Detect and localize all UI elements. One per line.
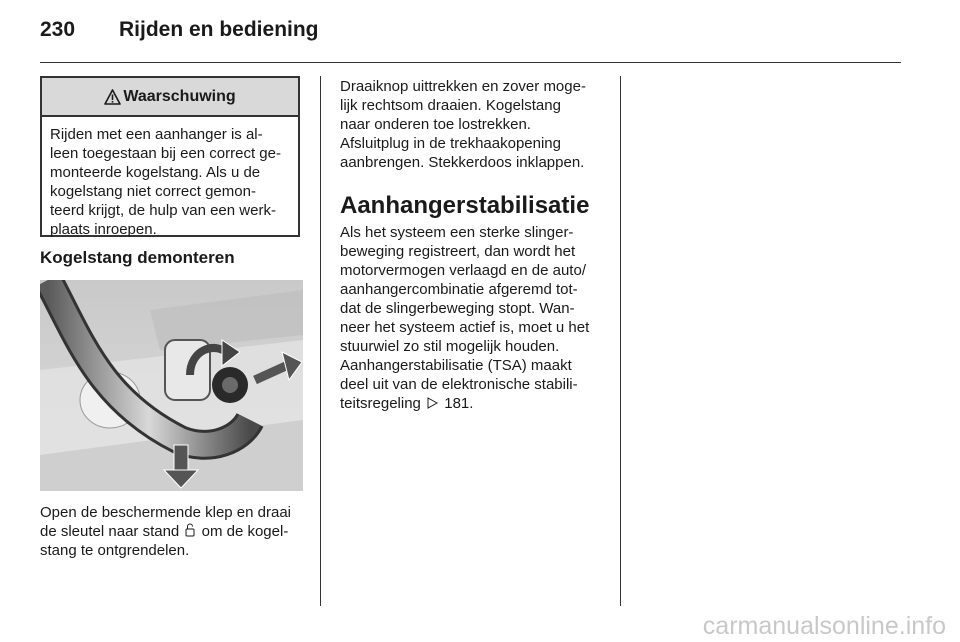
page-reference-arrow-icon [427, 397, 438, 409]
paragraph: Draaiknop uittrekken en zover moge- lijk rechtsom draaien. Kogelstang naar onderen toe lostrekken. [340, 78, 586, 133]
caption-line: Open de beschermende klep en draai [40, 504, 292, 521]
watermark: carmanualsonline.info [702, 612, 946, 640]
header-rule [40, 62, 901, 63]
column-separator [320, 76, 321, 606]
paragraph: Afsluitplug in de trekhaakopening aanbrengen. Stekkerdoos inklappen. [340, 135, 585, 171]
caption-text: om de kogel- [201, 523, 289, 540]
caption-line: stang te ontgrendelen. [40, 542, 190, 559]
chapter-title: Rijden en bediening [119, 18, 319, 41]
column-separator [620, 76, 621, 606]
section-heading: Kogelstang demonteren [40, 248, 235, 267]
warning-box [40, 76, 300, 237]
warning-header [42, 78, 298, 117]
caption-line [40, 522, 315, 541]
tow-bar-illustration [40, 280, 303, 491]
page-reference[interactable]: 181. [444, 395, 474, 412]
section-heading: Aanhangerstabilisatie [340, 192, 590, 219]
paragraph [340, 356, 578, 413]
illustration-caption [40, 503, 315, 560]
paragraph-text: Aanhangerstabilisatie (TSA) maakt deel uit van de elektronische stabili- teitsregeling [340, 357, 578, 412]
caption-text: de sleutel naar stand [40, 523, 180, 540]
warning-title: Waarschuwing [123, 87, 236, 105]
unlocked-padlock-icon [185, 523, 195, 537]
warning-triangle-icon [104, 89, 121, 105]
warning-body: Rijden met een aanhanger is al- leen toegestaan bij een correct ge- monteerde kogelstang. Als u de kogelstang niet correct gemon- teerd krijgt, de hulp van een werk- plaats inroepen. [50, 126, 281, 238]
page-number: 230 [40, 18, 76, 41]
paragraph: Als het systeem een sterke slinger- beweging registreert, dan wordt het motorvermogen verlaagd en de auto/ aanhangercombinatie afgeremd tot- dat de slingerbeweging stopt. Wan- neer het systeem actief is, moet u het stuurwiel zo stil mogelijk houden. [340, 224, 590, 355]
